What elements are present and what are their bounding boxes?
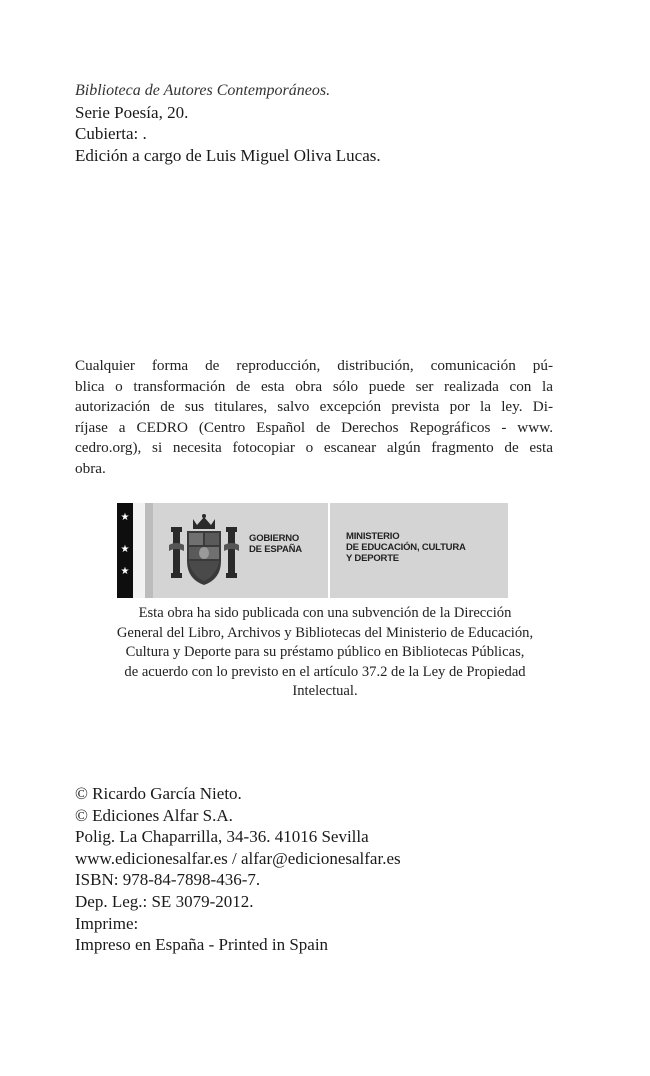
flag-band bbox=[133, 503, 145, 598]
legal-notice-line: autorización de sus titulares, salvo excepción prevista por la ley. Di- bbox=[75, 398, 553, 416]
star-icon: ★ bbox=[120, 512, 130, 523]
legal-deposit: Dep. Leg.: SE 3079-2012. bbox=[75, 891, 254, 911]
printed-in: Impreso en España - Printed in Spain bbox=[75, 935, 329, 955]
author-copyright: © Ricardo García Nieto. bbox=[75, 784, 242, 803]
ministerio-label bbox=[346, 531, 466, 564]
flag-band bbox=[145, 503, 153, 598]
ministerio-line: DE EDUCACIÓN, CULTURA bbox=[346, 542, 466, 553]
isbn: ISBN: 978-84-7898-436-7. bbox=[75, 870, 261, 890]
gobierno-line: DE ESPAÑA bbox=[249, 544, 302, 555]
legal-notice-line: blica o transformación de esta obra sólo puede ser realizada con la bbox=[75, 377, 553, 395]
subsidy-note-line: General del Libro, Archivos y Bibliotecas del Ministerio de Educación, bbox=[116, 624, 534, 641]
legal-notice-line: cedro.org), si necesita fotocopiar o escanear algún fragmento de esta bbox=[75, 439, 553, 457]
subsidy-note-line: Esta obra ha sido publicada con una subvención de la Dirección bbox=[138, 605, 512, 621]
legal-notice bbox=[75, 356, 553, 480]
banner-divider bbox=[328, 503, 330, 598]
cover-credit: Cubierta: . bbox=[75, 124, 147, 143]
subsidy-note-line: Cultura y Deporte para su préstamo público en Bibliotecas Públicas, bbox=[125, 644, 525, 661]
gobierno-de-espana-label bbox=[249, 533, 302, 555]
publisher-address: Polig. La Chaparrilla, 34-36. 41016 Sevilla bbox=[75, 827, 369, 847]
ministerio-line: Y DEPORTE bbox=[346, 553, 399, 564]
credits-block bbox=[75, 783, 401, 956]
collection-name: Biblioteca de Autores Contemporáneos. bbox=[75, 82, 331, 99]
gobierno-line: GOBIERNO bbox=[249, 533, 300, 544]
star-icon: ★ bbox=[120, 544, 130, 555]
star-icon: ★ bbox=[120, 566, 130, 577]
government-banner bbox=[117, 503, 508, 598]
publisher-web-email: www.edicionesalfar.es / alfar@edicionesalfar.es bbox=[75, 848, 401, 868]
subsidy-note-line: de acuerdo con lo previsto en el artículo 37.2 de la Ley de Propiedad bbox=[124, 663, 526, 680]
printer: Imprime: bbox=[75, 913, 139, 933]
ministerio-line: MINISTERIO bbox=[346, 531, 400, 542]
subsidy-note-line: Intelectual. bbox=[292, 683, 358, 700]
series-number: Serie Poesía, 20. bbox=[75, 102, 189, 122]
legal-notice-line: ríjase a CEDRO (Centro Español de Derechos Repográficos - www. bbox=[75, 418, 553, 436]
legal-notice-line: Cualquier forma de reproducción, distribución, comunicación pú- bbox=[75, 357, 553, 374]
publisher-copyright: © Ediciones Alfar S.A. bbox=[75, 805, 233, 825]
edition-credit: Edición a cargo de Luis Miguel Oliva Lucas. bbox=[75, 145, 381, 165]
legal-notice-line: obra. bbox=[75, 459, 106, 477]
series-info-block bbox=[75, 80, 381, 166]
subsidy-note bbox=[60, 604, 590, 702]
coat-of-arms-icon bbox=[169, 513, 239, 589]
eu-flag-strip bbox=[117, 503, 133, 598]
